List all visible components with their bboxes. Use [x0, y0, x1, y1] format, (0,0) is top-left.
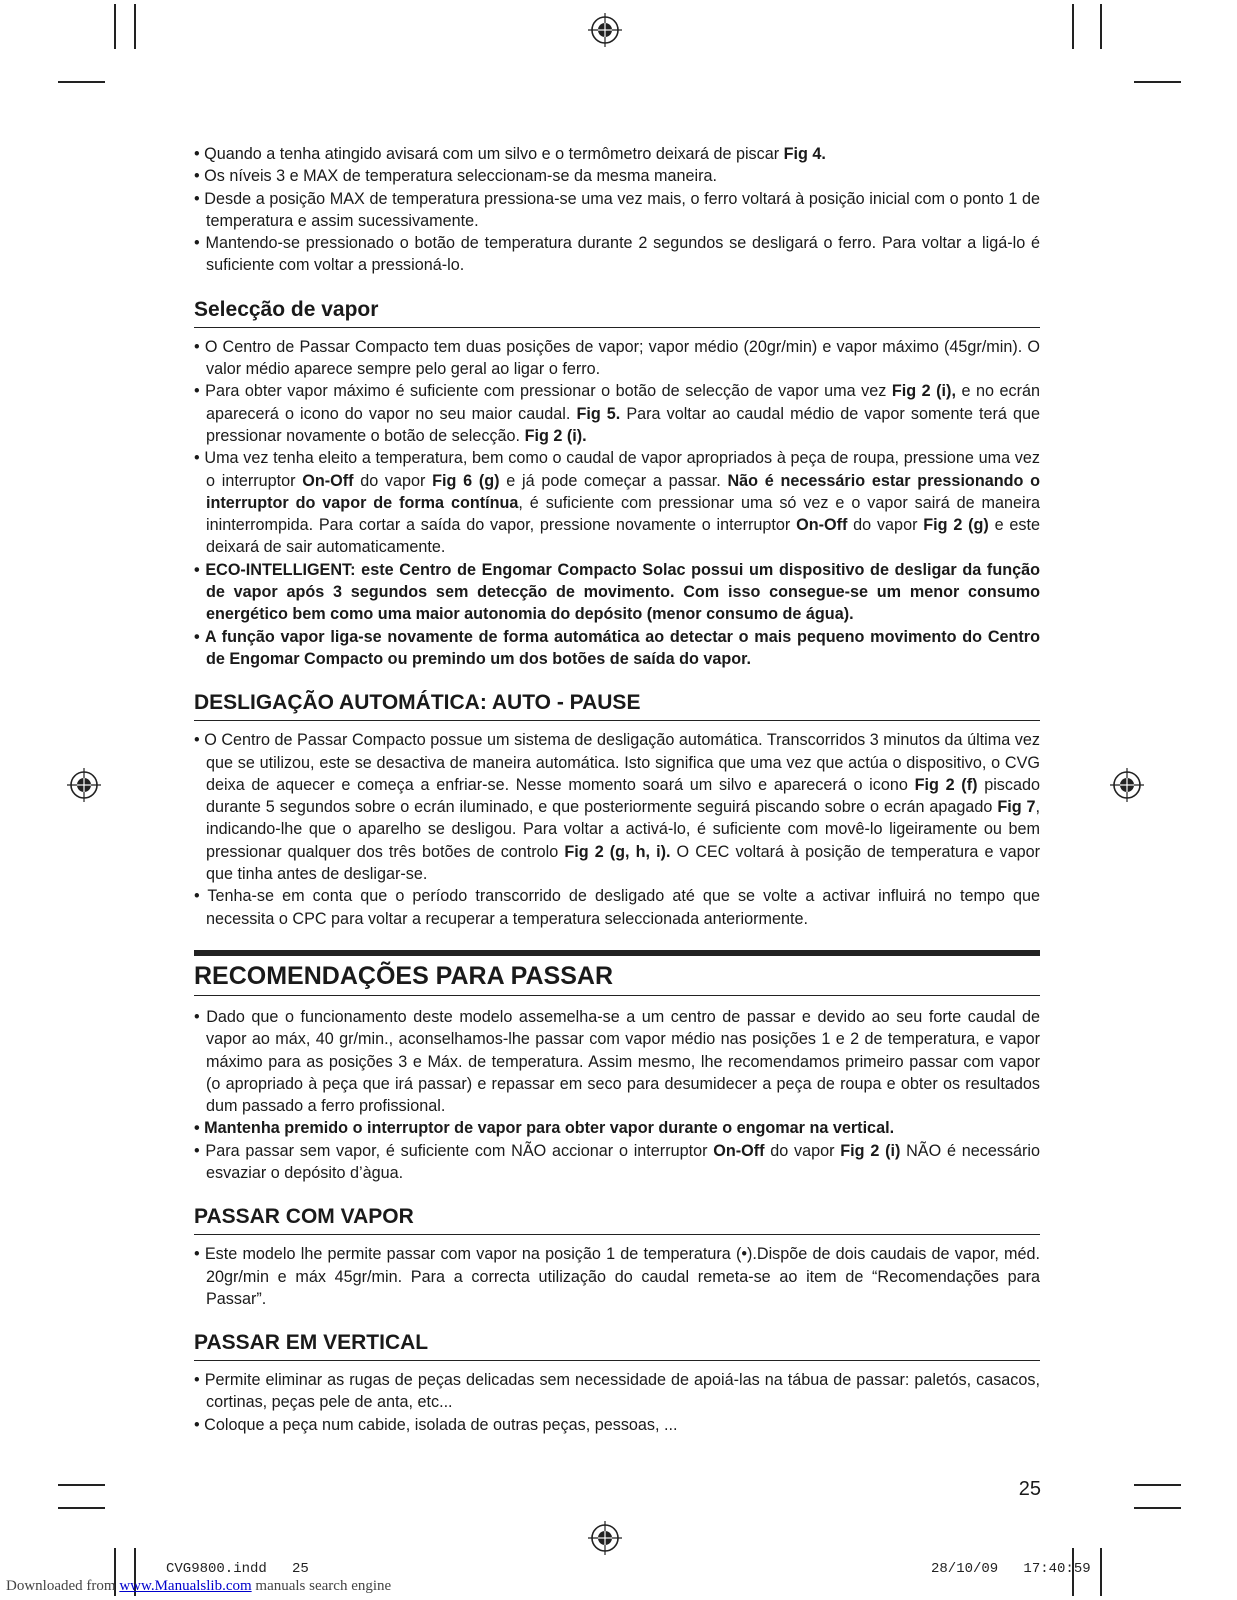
- list-item: • Mantendo-se pressionado o botão de temperatura durante 2 segundos se desligará o ferro. Para voltar a ligá-lo é suficiente com voltar a pressioná-lo.: [194, 234, 1040, 275]
- section-heading-steam-ironing: PASSAR COM VAPOR: [194, 1204, 1040, 1235]
- download-suffix: manuals search engine: [251, 1578, 392, 1594]
- list-item: • Mantenha premido o interruptor de vapor para obter vapor durante o engomar na vertical.: [194, 1119, 895, 1138]
- page-content: [194, 143, 1040, 1436]
- list-item: • Dado que o funcionamento deste modelo assemelha-se a um centro de passar e devido ao seu forte caudal de vapor ao máx, 40 gr/min., aconselhamos-lhe passar com vapor médio nas posições 1 e 2 de temperatura, e vapor máximo para as posições 3 e Máx. de temperatura. Assim mesmo, lhe recomendamos primeiro passar com vapor (o apropriado à peça que irá passar) e repassar em seco para desumidecer a peça de roupa e obter os resultados dum passado a ferro profissional.: [194, 1007, 1040, 1116]
- page-number: 25: [1018, 1478, 1041, 1500]
- registration-mark-icon: [588, 1521, 622, 1555]
- list-item: • O Centro de Passar Compacto possue um sistema de desligação automática. Transcorridos 3 minutos da última vez que se utilizou, este se desactiva de maneira automática. Isto significa que uma vez que actúa o dispositivo, o CVG deixa de aquecer e começa a enfriar-se. Nesse momento soará um silvo e aparecerá o icono Fig 2 (f) piscado durante 5 segundos sobre o ecrán iluminado, e que posteriormente seguirá piscando sobre o ecrán apagado Fig 7, indicando-lhe que o aparelho se desligou. Para voltar a activá-lo, é suficiente com movê-lo ligeiramente ou bem pressionar qualquer dos três botões de controlo Fig 2 (g, h, i). O CEC voltará à posição de temperatura e vapor que tinha antes de desligar-se.: [194, 731, 1041, 884]
- list-item: • O Centro de Passar Compacto tem duas posições de vapor; vapor médio (20gr/min) e vapor máximo (45gr/min). O valor médio aparece sempre pelo geral ao ligar o ferro.: [194, 337, 1040, 379]
- registration-mark-icon: [67, 768, 101, 802]
- list-item: • Os níveis 3 e MAX de temperatura seleccionam-se da mesma maneira.: [194, 167, 717, 186]
- manualslib-link[interactable]: www.Manualslib.com: [119, 1578, 252, 1594]
- slug-file-name: CVG9800.indd 25: [166, 1561, 309, 1577]
- crop-mark-icon: [1134, 81, 1181, 83]
- registration-mark-icon: [588, 13, 622, 47]
- list-item: • Para passar sem vapor, é suficiente com NÃO accionar o interruptor On-Off do vapor Fig 2 (i) NÃO é necessário esvaziar o depósito d’àgua.: [194, 1141, 1040, 1182]
- download-prefix: Downloaded from: [6, 1578, 120, 1594]
- list-item: • Este modelo lhe permite passar com vapor na posição 1 de temperatura (•).Dispõe de dois caudais de vapor, méd. 20gr/min e máx 45gr/min. Para a correcta utilização do caudal remeta-se ao item de “Recomendações para Passar”.: [194, 1245, 1040, 1308]
- section-heading-vertical-ironing: PASSAR EM VERTICAL: [194, 1330, 1040, 1361]
- list-item: • Permite eliminar as rugas de peças delicadas sem necessidade de apoiá-las na tábua de passar: paletós, casacos, cortinas, peças pele de anta, etc...: [194, 1371, 1040, 1412]
- crop-mark-icon: [1100, 1548, 1102, 1596]
- crop-mark-icon: [1072, 4, 1074, 49]
- list-item: • ECO-INTELLIGENT: este Centro de Engomar Compacto Solac possui um dispositivo de desligar da função de vapor após 3 segundos sem detecção de movimento. Com isso consegue-se um menor consumo energético bem como uma maior autonomia do depósito (menor consumo de água).: [194, 560, 1040, 624]
- list-item: • Desde a posição MAX de temperatura pressiona-se uma vez mais, o ferro voltará à posição inicial com o ponto 1 de temperatura e assim sucessivamente.: [194, 189, 1040, 230]
- list-item: • Para obter vapor máximo é suficiente com pressionar o botão de selecção de vapor uma vez Fig 2 (i), e no ecrán aparecerá o icono do vapor no seu maior caudal. Fig 5. Para voltar ao caudal médio de vapor somente terá que pressionar novamente o botão de selecção. Fig 2 (i).: [194, 382, 1041, 445]
- list-item: • Quando a tenha atingido avisará com um silvo e o termômetro deixará de piscar Fig 4.: [194, 145, 826, 163]
- crop-mark-icon: [1100, 4, 1102, 49]
- list-item: • Coloque a peça num cabide, isolada de outras peças, pessoas, ...: [194, 1415, 678, 1434]
- crop-mark-icon: [114, 4, 116, 49]
- slug-date: 28/10/09 17:40:59: [931, 1561, 1091, 1577]
- registration-mark-icon: [1110, 768, 1144, 802]
- section-heading-steam-selection: Selecção de vapor: [194, 297, 1040, 328]
- crop-mark-icon: [1134, 1507, 1181, 1509]
- list-item: • Uma vez tenha eleito a temperatura, bem como o caudal de vapor apropriados à peça de roupa, pressione uma vez o interruptor On-Off do vapor Fig 6 (g) e já pode começar a passar. Não é necessário estar pressionando o interruptor do vapor de forma contínua, é suficiente com pressionar uma só vez e o vapor sairá de maneira ininterrompida. Para cortar a saída do vapor, pressione novamente o interruptor On-Off do vapor Fig 2 (g) e este deixará de sair automaticamente.: [194, 449, 1040, 557]
- crop-mark-icon: [134, 4, 136, 49]
- list-item: • A função vapor liga-se novamente de forma automática ao detectar o mais pequeno movimento do Centro de Engomar Compacto ou premindo um dos botões de saída do vapor.: [194, 627, 1040, 668]
- section-heading-auto-pause: DESLIGAÇÃO AUTOMÁTICA: AUTO - PAUSE: [194, 690, 1040, 721]
- crop-mark-icon: [1134, 1484, 1181, 1486]
- crop-mark-icon: [58, 1507, 105, 1509]
- section-heading-recommendations: RECOMENDAÇÕES PARA PASSAR: [194, 950, 1040, 996]
- download-notice: [6, 1578, 391, 1595]
- crop-mark-icon: [58, 1484, 105, 1486]
- list-item: • Tenha-se em conta que o período transcorrido de desligado até que se volte a activar influirá no tempo que necessita o CPC para voltar a recuperar a temperatura seleccionada anteriormente.: [194, 887, 1040, 928]
- crop-mark-icon: [58, 81, 105, 83]
